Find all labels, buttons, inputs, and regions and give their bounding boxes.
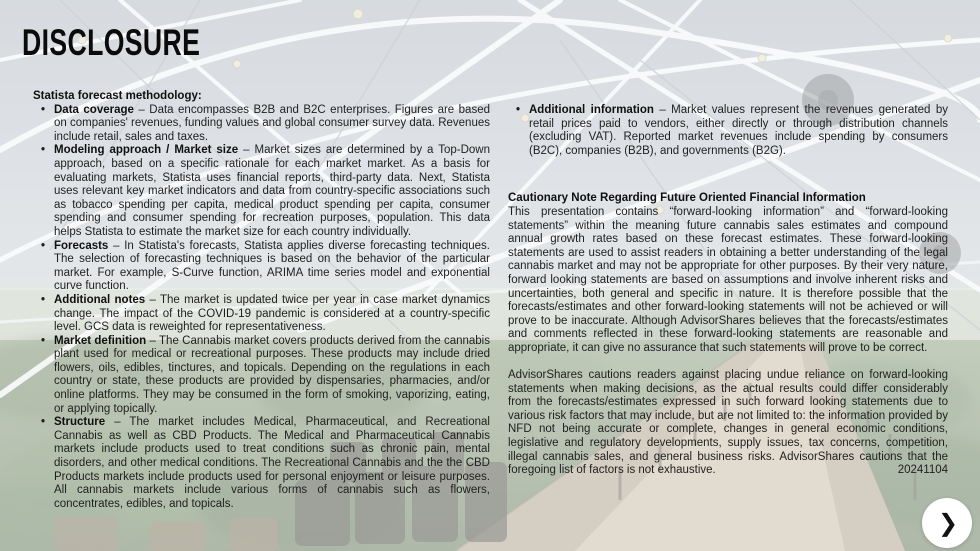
chevron-right-icon: ❯ <box>937 509 959 537</box>
bullet-item-market-definition <box>33 335 490 417</box>
bullet-item-forecasts <box>33 240 490 294</box>
bullet-text: – The Cannabis market covers products derived from the cannabis plant used for medical or recreational purposes. These products may include dried flowers, oils, edibles, tinctures, and topicals. Depending on the regulations in each country or state, these products are provided by dispensaries, pharmacies, and/or online platforms. They may be consumed in the form of smoking, vaporizing, eating, or applying topically. <box>54 334 490 415</box>
date-code: 20241104 <box>897 464 948 477</box>
bullet-term: Market definition <box>54 334 147 347</box>
methodology-list <box>33 104 490 512</box>
cautionary-paragraph-2 <box>508 369 948 478</box>
methodology-heading: Statista forecast methodology: <box>33 90 202 102</box>
bullet-text: – In Statista's forecasts, Statista applies diverse forecasting techniques. The selection of forecasting techniques is based on the behavior of the particular market. For example, S-Curve function, ARIMA time series model and exponential curve function. <box>54 239 490 293</box>
bullet-text: – The market includes Medical, Pharmaceutical, and Recreational Cannabis as well as CBD Products. The Medical and Pharmaceutical Cannabis markets include products used to treat conditions such as chronic pain, mental disorders, and other medical conditions. The Recreational Cannabis and the the CBD Products markets include products used for personal enjoyment or leisure purposes. All cannabis markets include various forms of cannabis such as flowers, concentrates, edibles, and topicals. <box>54 416 490 510</box>
cautionary-paragraph-2-text: AdvisorShares cautions readers against placing undue reliance on forward-looking statements when making decisions, as the actual results could differ considerably from the forecasts/estimates expressed in such forward looking statements due to various risk factors that may include, but are not limited to: the information provided by NFD not being accurate or complete, changes in general economic conditions, legislative and regulatory developments, supply issues, tax concerns, competition, illegal cannabis sales, and general business risks. AdvisorShares cautions that the foregoing list of factors is not exhaustive. <box>508 369 948 477</box>
bullet-text: – Data encompasses B2B and B2C enterprises. Figures are based on companies' revenues, funding values and global consumer survey data. Revenues include retail, sales and taxes. <box>54 103 490 143</box>
page-title: DISCLOSURE <box>22 22 201 63</box>
left-column <box>33 90 490 511</box>
bullet-text: – The market is updated twice per year in case market dynamics change. The impact of the COVID-19 pandemic is considered at a country-specific level. GCS data is reweighted for representativeness. <box>54 293 490 334</box>
bullet-term: Forecasts <box>54 239 109 252</box>
right-column <box>508 104 948 478</box>
bullet-item-data-coverage <box>33 104 490 145</box>
bullet-text: – Market sizes are determined by a Top-Down approach, based on a specific rationale for each market market. As a basis for evaluating markets, Statista uses financial reports, third-party data. Next, Statista uses relevant key market indicators and data from country-specific associations such as tobacco spending per capita, medical product spending per capita, consumer spending and consumer spending for recreation purposes, population. This data helps Statista to estimate the market size for each country individually. <box>54 144 490 238</box>
bullet-term: Structure <box>54 416 106 429</box>
bullet-item-additional-notes <box>33 294 490 335</box>
next-button[interactable] <box>922 498 972 548</box>
bullet-term: Data coverage <box>54 103 134 116</box>
bullet-item-additional-information <box>508 104 948 158</box>
bullet-term: Modeling approach / Market size <box>54 144 239 157</box>
cautionary-paragraph-1: This presentation contains “forward-looking information” and “forward-looking statements” within the meaning future cannabis sales estimates and compound annual growth rates based on these forecast estimates. These forward-looking statements are used to assist readers in obtaining a better understanding of the legal cannabis market and may not be appropriate for other purposes. By their very nature, forward looking statements are based on assumptions and involve inherent risks and uncertainties, both general and specific in nature. It is therefore possible that the forecasts/estimates and other forward-looking statements will not be achieved or will prove to be inaccurate. Although AdvisorShares believes that the forecasts/estimates and comments reflected in these forward-looking statements are reasonable and appropriate, it can give no assurance that such statements will prove to be correct. <box>508 205 948 354</box>
bullet-term: Additional information <box>529 104 654 116</box>
cautionary-heading: Cautionary Note Regarding Future Oriented Financial Information <box>508 192 866 205</box>
bullet-item-modeling-approach <box>33 144 490 239</box>
additional-information-list <box>508 104 948 158</box>
bullet-item-structure <box>33 416 490 511</box>
bullet-term: Additional notes <box>54 293 146 306</box>
bullet-text: – Market values represent the revenues generated by retail prices paid to vendors, either directly or through distribution channels (excluding VAT). Reported market revenues include spending by consumers (B2C), companies (B2B), and governments (B2G). <box>529 104 949 157</box>
